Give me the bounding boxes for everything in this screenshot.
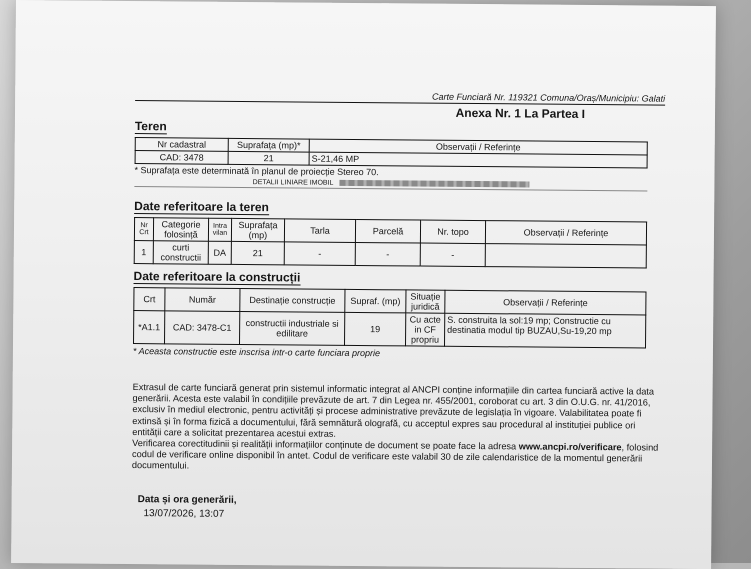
table-header-cell: Observații / Referințe xyxy=(445,290,646,315)
table-header-cell: Suprafața (mp) xyxy=(231,218,284,241)
table-header-cell: Suprafața (mp)* xyxy=(228,138,309,152)
table-header-cell: Nr. topo xyxy=(420,220,485,244)
table-cell: 1 xyxy=(134,241,153,264)
document-content xyxy=(131,89,665,523)
annex-title: Anexa Nr. 1 La Partea I xyxy=(455,105,586,121)
verification-url: www.ancpi.ro/verificare xyxy=(518,441,622,453)
table-cell: S. construita la sol:19 mp; Constructie cu destinatia modul tip BUZAU,Su-19,20 mp xyxy=(444,313,645,348)
redacted-content xyxy=(339,180,529,188)
table-cell: 21 xyxy=(231,241,284,264)
generation-datetime-value: 13/07/2026, 13:07 xyxy=(143,507,225,520)
generation-datetime-label: Data și ora generării, xyxy=(137,493,237,506)
table-cell: Cu acte in CF propriu xyxy=(405,313,444,346)
construction-section-title: Date referitoare la construcții xyxy=(133,269,301,285)
table-cell: S-21,46 MP xyxy=(309,152,647,168)
table-cell: CAD: 3478-C1 xyxy=(165,311,240,345)
land-table xyxy=(135,137,648,168)
table-row xyxy=(134,241,646,268)
table-header-cell: Parcelă xyxy=(355,219,420,243)
table-header-cell: Situație juridică xyxy=(406,290,445,313)
table-cell: - xyxy=(284,242,355,266)
table-header-cell: Categorie folosință xyxy=(153,218,208,241)
table-header-cell: Nr Crt xyxy=(134,218,153,241)
table-header-cell: Observații / Referințe xyxy=(309,139,647,155)
table-cell: - xyxy=(420,243,485,267)
land-details-table xyxy=(134,217,647,268)
table-header-cell: Tarla xyxy=(284,219,355,243)
table-row xyxy=(134,311,646,348)
table-cell: DA xyxy=(208,241,231,264)
table-header-cell: Număr xyxy=(165,288,240,312)
table-cell: curti constructii xyxy=(153,241,208,264)
table-header-cell: Observații / Referințe xyxy=(485,221,646,245)
surface-footnote: * Suprafața este determinată în planul de proiecție Stereo 70. xyxy=(134,165,379,178)
document-sheet xyxy=(11,0,716,569)
construction-footnote: * Aceasta constructie este inscrisa intr-o carte funciara proprie xyxy=(132,346,381,359)
verification-text-start: Verificarea corectitudinii și realității informațiilor conținute de document se poate face la adresa xyxy=(132,438,517,452)
linear-details-label: DETALII LINIARE IMOBIL xyxy=(252,179,334,187)
table-cell: constructii industriale si edilitare xyxy=(240,311,345,345)
table-cell: CAD: 3478 xyxy=(135,151,228,165)
table-cell: *A1.1 xyxy=(134,311,165,344)
table-header-cell: Supraf. (mp) xyxy=(345,289,406,313)
table-cell: 19 xyxy=(344,312,405,346)
table-cell: 21 xyxy=(228,151,309,165)
extract-text xyxy=(132,382,663,476)
validity-paragraph: Extrasul de carte funciară generat prin sistemul informatic integrat al ANCPI conține informațiile din cartea funciară active la data generării. Acesta este valabil în condițiile prevăzute de art. 7 din Legea nr. 455/2001, coroborat cu art. 3 din O.U.G. nr. 41/2016, exclusiv în mediul electronic, pentru activități și procese administrative prevăzute de legislația în vigoare. Valabilitatea poate fi extinsă și în forma fizică a documentului, fără semnătură olografă, cu acceptul expres sau procedural al instituției publice ori entității care a solicitat prezentarea acestui extras. xyxy=(132,382,655,439)
table-header-cell: Destinație construcție xyxy=(240,288,345,312)
land-details-section-title: Date referitoare la teren xyxy=(134,199,269,215)
table-header-cell: Intra vilan xyxy=(208,218,231,241)
table-cell: - xyxy=(355,242,420,266)
table-cell xyxy=(485,244,646,268)
registry-header: Carte Funciară Nr. 119321 Comuna/Oraș/Municipiu: Galati xyxy=(135,89,665,106)
construction-table xyxy=(133,287,646,348)
table-header-cell: Nr cadastral xyxy=(135,138,228,152)
linear-details-bar xyxy=(134,178,647,191)
land-section-title: Teren xyxy=(134,119,167,134)
table-header-cell: Crt xyxy=(134,288,165,311)
verification-text-end: , folosind codul de verificare online disponibil în antet. Codul de verificare este valabil 30 de zile calendaristice de la momentul generării documentului. xyxy=(131,442,659,471)
